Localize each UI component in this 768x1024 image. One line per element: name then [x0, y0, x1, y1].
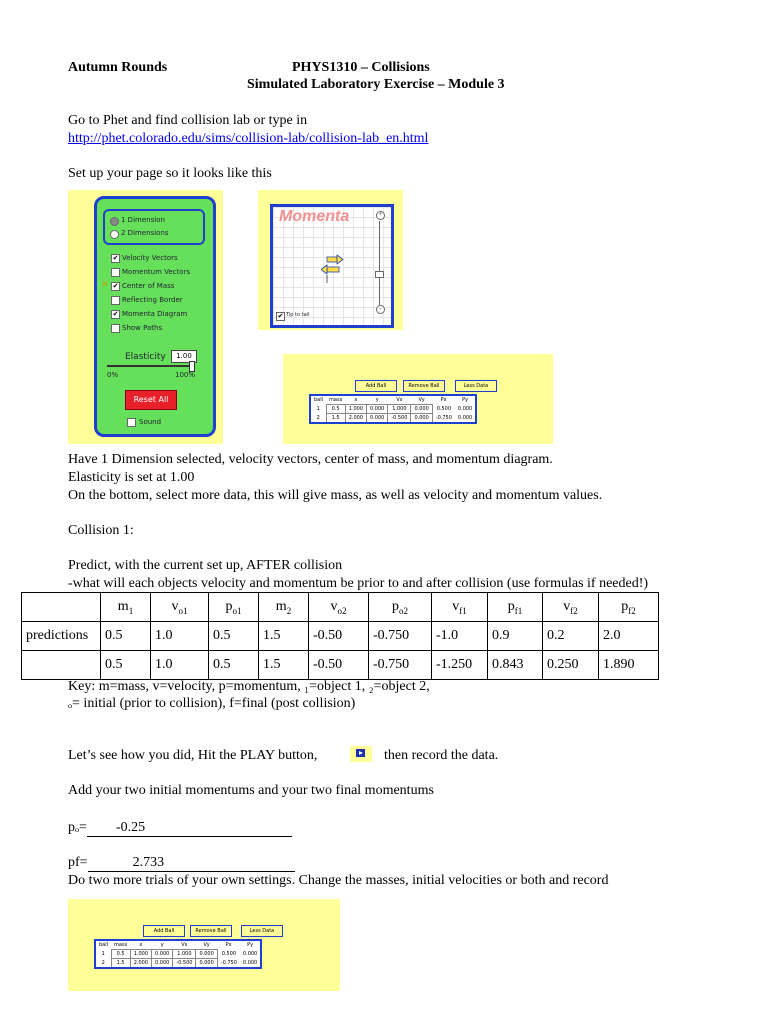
option-label: Velocity Vectors — [122, 254, 178, 262]
table-cell[interactable]: 0.000 — [196, 950, 217, 959]
zoom-slider-thumb[interactable] — [375, 271, 384, 278]
p-final-value[interactable]: 2.733 — [88, 855, 295, 872]
table-cell: 0.000 — [242, 959, 258, 966]
predict-line: Predict, with the current set up, AFTER collision — [68, 558, 343, 573]
p-final-label: pf= — [68, 855, 88, 870]
predict-line-2: -what will each objects velocity and momentum be prior to and after collision (use formulas if needed!) — [68, 576, 649, 591]
momenta-image — [258, 190, 403, 330]
table-cell[interactable]: 0.000 — [367, 414, 388, 424]
momenta-diagram — [270, 204, 394, 328]
column-header: y — [375, 397, 379, 403]
collision-heading: Collision 1: — [68, 523, 134, 538]
p-final-row — [68, 855, 295, 872]
header-symbol: v — [330, 598, 338, 614]
prediction-cell[interactable]: -0.50 — [309, 622, 369, 651]
column-header: Px — [225, 942, 232, 949]
prediction-cell[interactable]: 0.2 — [543, 622, 599, 651]
table-cell[interactable]: 1.5 — [111, 959, 130, 969]
option-label: Momentum Vectors — [122, 268, 191, 276]
elasticity-slider[interactable] — [107, 365, 193, 367]
header-symbol: v — [171, 598, 179, 614]
column-header: x — [139, 942, 143, 948]
column-header: ball — [99, 942, 109, 949]
remove-ball-button[interactable]: Remove Ball — [190, 925, 232, 937]
table-row — [95, 959, 261, 969]
header-subscript: o2 — [337, 605, 347, 616]
radio-1d[interactable] — [110, 217, 119, 226]
prediction-cell[interactable]: 0.5 — [101, 622, 151, 651]
header-symbol: m — [117, 598, 129, 614]
less-data-button[interactable]: Less Data — [241, 925, 283, 937]
tip-to-tail-checkbox[interactable]: ✔ — [277, 312, 284, 320]
column-header — [369, 593, 432, 622]
prediction-cell[interactable]: 2.0 — [599, 622, 659, 651]
header-symbol: p — [225, 598, 233, 614]
column-header: Py — [462, 397, 469, 404]
zoom-in-icon[interactable]: + — [376, 211, 385, 220]
column-header: Py — [247, 942, 254, 949]
table-cell[interactable]: 1.000 — [173, 950, 196, 959]
prediction-cell[interactable]: 0.9 — [488, 622, 543, 651]
table-cell[interactable]: -0.500 — [173, 959, 196, 969]
table-cell: 0.500 — [436, 406, 452, 412]
tip-to-tail-label: Tip to tail — [286, 312, 310, 318]
prediction-cell[interactable]: -1.250 — [432, 651, 488, 680]
option-checkbox[interactable]: ✔ — [112, 310, 119, 318]
sum-instruction: Add your two initial momentums and your two final momentums — [68, 783, 434, 798]
table-cell: 0.000 — [242, 951, 258, 957]
instruction-line-3: On the bottom, select more data, this will give mass, as well as velocity and momentum values. — [68, 488, 603, 503]
column-header — [259, 593, 309, 622]
column-header: y — [160, 942, 164, 948]
p-initial-label: pₒ= — [68, 820, 87, 835]
header-subscript: 2 — [286, 605, 292, 616]
scale-min: 0% — [107, 371, 119, 379]
table-cell: 1 — [316, 406, 320, 412]
option-label: Momenta Diagram — [122, 310, 188, 318]
table-cell[interactable]: 0.5 — [326, 405, 345, 414]
header-symbol: p — [621, 598, 629, 614]
option-checkbox[interactable] — [111, 268, 120, 277]
column-header: Vx — [181, 942, 188, 948]
column-header — [309, 593, 369, 622]
column-header: ball — [314, 397, 324, 404]
option-label: Reflecting Border — [122, 296, 183, 304]
add-ball-button[interactable]: Add Ball — [143, 925, 185, 937]
table-cell[interactable]: 0.000 — [152, 959, 173, 969]
header-subscript: 1 — [128, 605, 134, 616]
prediction-cell[interactable]: 0.5 — [209, 622, 259, 651]
table-cell[interactable]: 1.5 — [326, 414, 345, 424]
column-header — [599, 593, 659, 622]
sound-checkbox[interactable] — [127, 418, 136, 427]
column-header: Vy — [418, 397, 425, 403]
column-header: Vy — [203, 942, 210, 948]
header-subscript: f2 — [570, 605, 578, 616]
table-cell[interactable]: 0.000 — [411, 405, 432, 414]
prediction-cell[interactable]: 0.5 — [209, 651, 259, 680]
table-row — [22, 651, 659, 680]
header-subscript: o2 — [399, 605, 408, 616]
column-header: mass — [114, 942, 128, 948]
row-label — [22, 651, 101, 680]
radio-1d-label: 1 Dimension — [121, 216, 165, 224]
setup-line: Set up your page so it looks like this — [68, 166, 272, 181]
elasticity-input[interactable]: 1.00 — [171, 350, 197, 363]
header-subscript: f1 — [459, 605, 467, 616]
header-symbol: v — [563, 598, 571, 614]
prediction-cell[interactable]: 1.890 — [599, 651, 659, 680]
table-row — [22, 622, 659, 651]
elasticity-label: Elasticity — [125, 352, 166, 362]
table-cell: -0.750 — [220, 959, 237, 966]
table-cell: 1 — [101, 951, 105, 957]
column-header: Vx — [396, 397, 403, 403]
table-cell[interactable]: 0.000 — [367, 405, 388, 414]
header-subscript: o1 — [178, 605, 188, 616]
table-row — [310, 405, 476, 414]
course-title: PHYS1310 – Collisions — [292, 60, 430, 75]
table-cell[interactable]: 0.5 — [111, 950, 130, 959]
column-header — [432, 593, 488, 622]
prediction-cell[interactable]: -1.0 — [432, 622, 488, 651]
instruction-line-2: Elasticity is set at 1.00 — [68, 470, 195, 485]
header-left: Autumn Rounds — [68, 60, 168, 75]
zoom-slider[interactable] — [379, 221, 380, 305]
header-symbol: v — [452, 598, 460, 614]
intro-line: Go to Phet and find collision lab or type in — [68, 113, 308, 128]
column-header: mass — [329, 397, 343, 403]
play-instruction: Let’s see how you did, Hit the PLAY button, — [68, 748, 318, 763]
prediction-cell[interactable]: 1.0 — [151, 651, 209, 680]
instruction-line-1: Have 1 Dimension selected, velocity vectors, center of mass, and momentum diagram. — [68, 452, 553, 467]
collision-lab-link[interactable]: http://phet.colorado.edu/sims/collision-lab/collision-lab_en.html — [68, 131, 429, 146]
prediction-cell[interactable]: -0.750 — [369, 622, 432, 651]
page-subtitle: Simulated Laboratory Exercise – Module 3 — [247, 77, 505, 92]
header-symbol: p — [507, 598, 515, 614]
table-cell: -0.750 — [435, 414, 452, 421]
prediction-cell[interactable]: 0.250 — [543, 651, 599, 680]
table-row — [95, 950, 261, 959]
table-cell: 0.000 — [457, 414, 473, 421]
option-label: Show Paths — [122, 324, 163, 332]
more-trials-line: Do two more trials of your own settings. Change the masses, initial velocities or both and record — [68, 873, 609, 888]
table-cell[interactable]: 1.000 — [388, 405, 411, 414]
radio-2d-label: 2 Dimensions — [121, 229, 169, 237]
prediction-cell[interactable]: 1.5 — [259, 622, 309, 651]
row-label: predictions — [22, 622, 101, 651]
p-initial-value[interactable]: -0.25 — [87, 820, 292, 837]
option-checkbox[interactable] — [111, 324, 120, 333]
column-header — [488, 593, 543, 622]
column-header — [209, 593, 259, 622]
ball-data-table — [94, 939, 262, 969]
column-header — [101, 593, 151, 622]
zoom-out-icon[interactable]: − — [376, 305, 385, 314]
option-checkbox[interactable]: ✔ — [112, 254, 119, 262]
add-ball-button[interactable]: Add Ball — [355, 380, 397, 392]
table-cell[interactable]: 1.000 — [345, 405, 366, 414]
prediction-cell[interactable]: 0.5 — [101, 651, 151, 680]
data-panel-image-1 — [283, 354, 553, 444]
radio-2d[interactable] — [110, 230, 119, 239]
cursor-marker-icon: ✕ — [101, 280, 109, 290]
momenta-title: Momenta — [279, 208, 350, 225]
table-cell[interactable]: 2.000 — [130, 959, 151, 969]
header-symbol: p — [392, 598, 399, 614]
table-row — [310, 414, 476, 424]
ball-data-table — [309, 394, 477, 424]
table-cell[interactable]: 0.000 — [411, 414, 432, 424]
option-checkbox[interactable]: ✔ — [112, 282, 119, 290]
header-subscript: f1 — [514, 605, 523, 616]
corner-cell — [22, 593, 101, 622]
table-cell[interactable]: 1.000 — [130, 950, 151, 959]
column-header — [543, 593, 599, 622]
prediction-cell[interactable]: 1.0 — [151, 622, 209, 651]
p-initial-row — [68, 820, 292, 837]
control-panel-image — [68, 190, 223, 444]
table-cell: 2 — [316, 414, 320, 421]
prediction-cell[interactable]: 1.5 — [259, 651, 309, 680]
dimension-radio-group — [103, 209, 205, 245]
scale-max: 100% — [175, 371, 196, 379]
prediction-cell[interactable]: -0.50 — [309, 651, 369, 680]
header-subscript: f2 — [628, 605, 636, 616]
table-cell[interactable]: 0.000 — [152, 950, 173, 959]
sound-label: Sound — [139, 418, 162, 426]
remove-ball-button[interactable]: Remove Ball — [403, 380, 445, 392]
table-cell: 0.500 — [221, 951, 237, 957]
less-data-button[interactable]: Less Data — [455, 380, 497, 392]
table-cell[interactable]: 0.000 — [196, 959, 217, 969]
prediction-cell[interactable]: -0.750 — [369, 651, 432, 680]
header-symbol: m — [275, 598, 287, 614]
play-instruction-after: then record the data. — [384, 748, 499, 763]
table-cell: 0.000 — [457, 406, 473, 412]
prediction-cell[interactable]: 0.843 — [488, 651, 543, 680]
option-label: Center of Mass — [122, 282, 175, 290]
column-header: x — [354, 397, 358, 403]
play-button[interactable] — [350, 746, 372, 762]
option-checkbox[interactable] — [111, 296, 120, 305]
control-panel — [94, 196, 216, 437]
key-line-1: Key: m=mass, v=velocity, p=momentum, ₁=object 1, ₂=object 2, — [68, 679, 430, 694]
data-panel-image-2 — [68, 899, 340, 991]
key-line-2: ₒ= initial (prior to collision), f=final (post collision) — [68, 696, 356, 711]
column-header — [151, 593, 209, 622]
momentum-arrows-icon — [321, 253, 351, 285]
table-cell[interactable]: 2.000 — [345, 414, 366, 424]
reset-all-button[interactable]: Reset All — [125, 390, 177, 410]
prediction-table — [21, 592, 659, 680]
column-header: Px — [440, 397, 447, 404]
table-cell[interactable]: -0.500 — [388, 414, 411, 424]
header-subscript: o1 — [232, 605, 242, 616]
table-cell: 2 — [101, 959, 105, 966]
